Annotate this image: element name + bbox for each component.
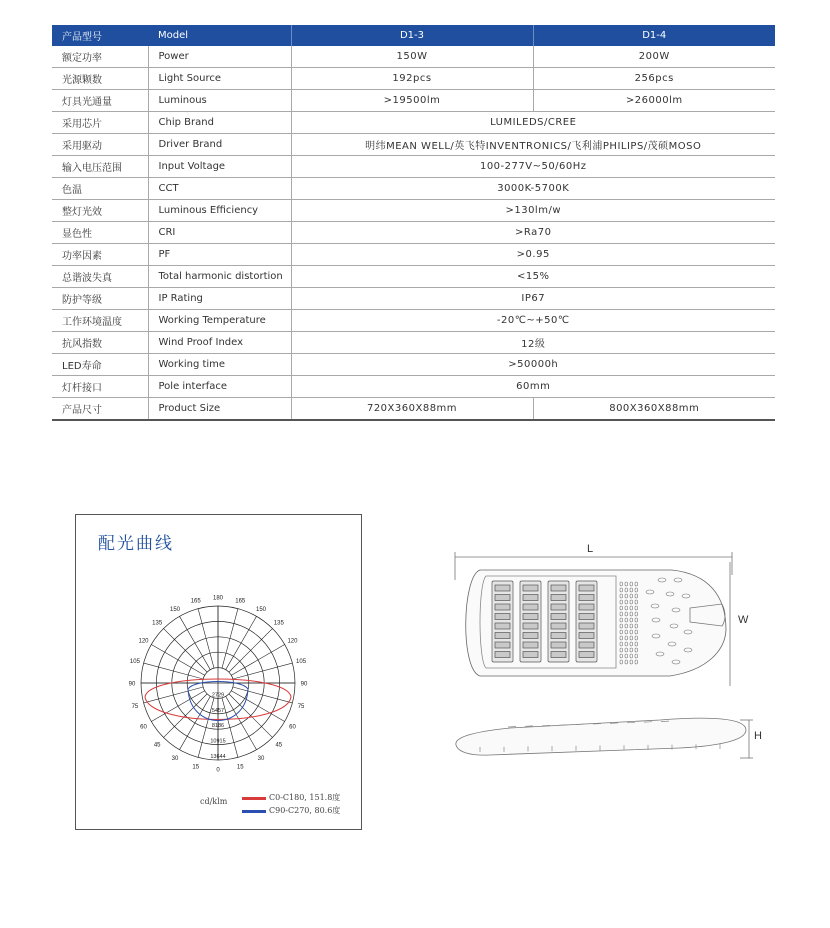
side-slot <box>559 725 567 726</box>
spec-row <box>52 354 775 376</box>
spec-label-en: Luminous Efficiency <box>148 200 291 222</box>
side-slot <box>576 724 584 725</box>
header-model-cn: 产品型号 <box>52 25 148 46</box>
led-chip <box>579 642 594 648</box>
spec-value-d1-4: 256pcs <box>533 68 775 90</box>
polar-spoke <box>229 629 273 673</box>
dim-label-length: L <box>587 543 594 555</box>
spec-row <box>52 46 775 68</box>
polar-radial-label: 5457 <box>211 707 225 714</box>
led-chip <box>551 633 566 639</box>
polar-spoke <box>226 616 257 669</box>
spec-row <box>52 200 775 222</box>
spec-row <box>52 310 775 332</box>
spec-value-d1-3: 720X360X88mm <box>291 398 533 421</box>
led-chip <box>551 642 566 648</box>
polar-spoke <box>222 698 238 758</box>
spec-label-en: Chip Brand <box>148 112 291 134</box>
legend-label-c90: C90-C270, 80.6度 <box>269 806 341 815</box>
legend-item-c0 <box>242 792 340 803</box>
polar-angle-label: 30 <box>171 755 179 762</box>
polar-angle-label: 120 <box>287 638 298 645</box>
spec-label-cn: 产品尺寸 <box>52 398 148 421</box>
led-module <box>576 581 597 662</box>
polar-spoke <box>164 629 208 673</box>
header-model-b: D1-4 <box>533 25 775 46</box>
spec-label-en: Product Size <box>148 398 291 421</box>
led-chip <box>495 604 510 610</box>
polar-angle-label: 75 <box>131 703 139 710</box>
polar-angle-label: 165 <box>235 598 246 605</box>
spec-table <box>52 25 775 421</box>
led-chip <box>495 585 510 591</box>
polar-angle-label: 60 <box>140 724 147 731</box>
polar-angle-label: 90 <box>300 681 308 688</box>
spec-row <box>52 244 775 266</box>
dim-label-width: W <box>738 614 749 626</box>
polar-angle-label: 150 <box>169 607 181 614</box>
polar-spoke <box>233 663 293 679</box>
spec-label-en: Power <box>148 46 291 68</box>
header-model-a: D1-3 <box>291 25 533 46</box>
polar-angle-label: 15 <box>236 764 244 771</box>
polar-angle-label: 75 <box>297 703 305 710</box>
legend-item-c90 <box>242 805 340 816</box>
spec-label-en: Input Voltage <box>148 156 291 178</box>
polar-spoke <box>144 663 204 679</box>
spec-label-en: CCT <box>148 178 291 200</box>
spec-label-en: Driver Brand <box>148 134 291 156</box>
polar-angle-label: 15 <box>192 764 200 771</box>
spec-value: 60mm <box>291 376 775 398</box>
spec-label-cn: 防护等级 <box>52 288 148 310</box>
spec-row <box>52 398 775 421</box>
spec-label-en: Wind Proof Index <box>148 332 291 354</box>
spec-value-d1-4: >26000lm <box>533 90 775 112</box>
side-slot <box>525 726 533 727</box>
led-chip <box>551 652 566 658</box>
spec-label-cn: 灯具光通量 <box>52 90 148 112</box>
spec-row <box>52 68 775 90</box>
spec-label-en: Pole interface <box>148 376 291 398</box>
spec-value-d1-4: 800X360X88mm <box>533 398 775 421</box>
led-chip <box>523 652 538 658</box>
polar-angle-label: 135 <box>152 620 163 627</box>
led-chip <box>523 604 538 610</box>
spec-label-cn: LED寿命 <box>52 354 148 376</box>
polar-spoke <box>231 645 284 676</box>
polar-angle-label: 180 <box>212 595 224 602</box>
spec-value-d1-3: >19500lm <box>291 90 533 112</box>
polar-spoke <box>180 696 211 749</box>
spec-row <box>52 156 775 178</box>
spec-value: >0.95 <box>291 244 775 266</box>
polar-spoke <box>164 694 208 738</box>
side-slot <box>661 721 669 722</box>
polar-radial-label: 2729 <box>211 692 225 699</box>
side-slot <box>644 722 652 723</box>
led-chip <box>551 585 566 591</box>
spec-label-en: Total harmonic distortion <box>148 266 291 288</box>
led-chip <box>495 642 510 648</box>
spec-row <box>52 222 775 244</box>
led-chip <box>579 595 594 601</box>
spec-label-en: Light Source <box>148 68 291 90</box>
polar-angle-label: 105 <box>129 659 140 666</box>
spec-label-cn: 总谐波失真 <box>52 266 148 288</box>
spec-label-cn: 光源颗数 <box>52 68 148 90</box>
polar-angle-label: 135 <box>273 620 284 627</box>
led-chip <box>579 604 594 610</box>
spec-label-cn: 灯杆接口 <box>52 376 148 398</box>
spec-value: 3000K-5700K <box>291 178 775 200</box>
polar-spoke <box>151 691 204 722</box>
spec-label-cn: 整灯光效 <box>52 200 148 222</box>
polar-angle-label: 45 <box>153 742 161 749</box>
spec-row <box>52 288 775 310</box>
led-chip <box>551 614 566 620</box>
spec-label-en: CRI <box>148 222 291 244</box>
led-chip <box>579 652 594 658</box>
led-chip <box>495 614 510 620</box>
spec-row <box>52 332 775 354</box>
polar-radial-label: 10915 <box>210 738 226 745</box>
spec-value: 明纬MEAN WELL/英飞特INVENTRONICS/飞利浦PHILIPS/茂硕MOSO <box>291 134 775 156</box>
spec-row <box>52 112 775 134</box>
spec-row <box>52 134 775 156</box>
led-module <box>492 581 513 662</box>
spec-row <box>52 90 775 112</box>
spec-label-en: Working time <box>148 354 291 376</box>
polar-spoke <box>226 696 257 749</box>
side-slot <box>542 725 550 726</box>
led-chip <box>523 585 538 591</box>
polar-spoke <box>229 694 273 738</box>
led-module <box>520 581 541 662</box>
led-chip <box>523 642 538 648</box>
spec-label-en: Luminous <box>148 90 291 112</box>
light-curve-title: 配光曲线 <box>98 534 174 554</box>
spec-label-cn: 功率因素 <box>52 244 148 266</box>
legend-swatch-red <box>242 797 266 800</box>
side-slot <box>610 723 618 724</box>
polar-angle-label: 150 <box>255 607 267 614</box>
led-chip <box>523 614 538 620</box>
polar-angle-label: 165 <box>190 598 201 605</box>
spec-value: >50000h <box>291 354 775 376</box>
spec-label-cn: 输入电压范围 <box>52 156 148 178</box>
led-chip <box>551 623 566 629</box>
polar-spoke <box>151 645 204 676</box>
spec-header-row <box>52 25 775 46</box>
polar-angle-label: 105 <box>296 659 307 666</box>
polar-radial-label: 8186 <box>211 723 225 730</box>
polar-angle-label: 30 <box>257 755 265 762</box>
light-distribution-panel <box>75 514 362 830</box>
polar-spoke <box>222 609 238 669</box>
spec-label-cn: 显色性 <box>52 222 148 244</box>
spec-label-cn: 额定功率 <box>52 46 148 68</box>
spec-label-cn: 工作环境温度 <box>52 310 148 332</box>
polar-angle-label: 45 <box>275 742 283 749</box>
product-dimension-drawing <box>450 540 770 780</box>
spec-value: <15% <box>291 266 775 288</box>
spec-table-body <box>52 46 775 420</box>
spec-label-cn: 抗风指数 <box>52 332 148 354</box>
header-model-en: Model <box>148 25 291 46</box>
polar-angle-label: 60 <box>289 724 296 731</box>
light-curve-unit: cd/klm <box>200 797 228 806</box>
spec-value: >130lm/w <box>291 200 775 222</box>
led-chip <box>579 623 594 629</box>
spec-value: LUMILEDS/CREE <box>291 112 775 134</box>
led-chip <box>495 623 510 629</box>
polar-angle-label: 120 <box>138 638 149 645</box>
dim-label-height: H <box>754 730 762 742</box>
led-chip <box>495 595 510 601</box>
led-chip <box>579 614 594 620</box>
polar-angle-label: 0 <box>216 767 220 774</box>
spec-row <box>52 178 775 200</box>
spec-value: >Ra70 <box>291 222 775 244</box>
led-chip <box>579 585 594 591</box>
polar-spoke <box>144 687 204 703</box>
led-chip <box>523 623 538 629</box>
led-chip <box>523 633 538 639</box>
led-chip <box>495 652 510 658</box>
side-slot <box>508 727 516 728</box>
spec-label-en: IP Rating <box>148 288 291 310</box>
polar-spoke <box>231 691 284 722</box>
spec-row <box>52 376 775 398</box>
spec-value: IP67 <box>291 288 775 310</box>
polar-spoke <box>180 616 211 669</box>
led-chip <box>495 633 510 639</box>
spec-value-d1-3: 192pcs <box>291 68 533 90</box>
polar-spoke <box>233 687 293 703</box>
spec-label-en: PF <box>148 244 291 266</box>
spec-row <box>52 266 775 288</box>
legend-label-c0: C0-C180, 151.8度 <box>269 793 341 802</box>
led-chip <box>551 604 566 610</box>
spec-label-en: Working Temperature <box>148 310 291 332</box>
led-module <box>548 581 569 662</box>
led-chip <box>579 633 594 639</box>
spec-value: 12级 <box>291 332 775 354</box>
spec-value-d1-4: 200W <box>533 46 775 68</box>
spec-label-cn: 采用驱动 <box>52 134 148 156</box>
polar-light-distribution-chart <box>76 515 361 829</box>
led-chip <box>551 595 566 601</box>
led-chip <box>523 595 538 601</box>
polar-spoke <box>198 609 214 669</box>
polar-angle-label: 90 <box>128 681 136 688</box>
spec-value-d1-3: 150W <box>291 46 533 68</box>
legend-swatch-blue <box>242 810 266 813</box>
spec-label-cn: 色温 <box>52 178 148 200</box>
spec-value: -20℃~+50℃ <box>291 310 775 332</box>
spec-value: 100-277V~50/60Hz <box>291 156 775 178</box>
polar-radial-label: 13644 <box>210 754 226 760</box>
side-slot <box>593 724 601 725</box>
side-slot <box>627 722 635 723</box>
spec-label-cn: 采用芯片 <box>52 112 148 134</box>
